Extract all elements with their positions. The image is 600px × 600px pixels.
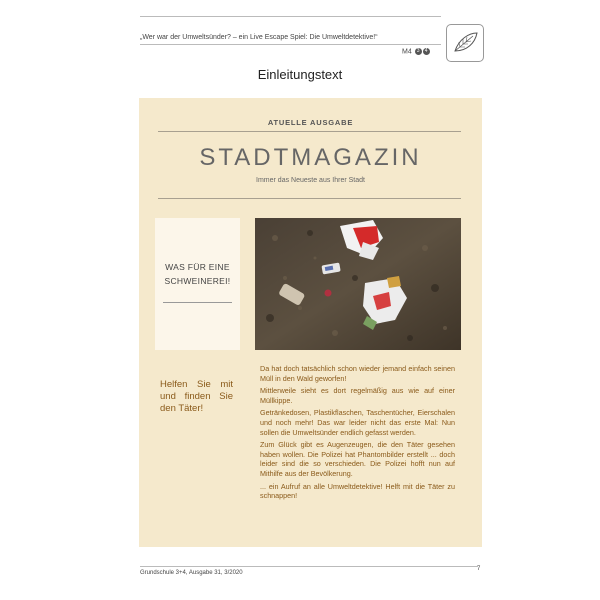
newspaper-masthead: STADTMAGAZIN	[199, 144, 422, 171]
module-label	[402, 48, 430, 55]
article-paragraph: Getränkedosen, Plastikflaschen, Taschentücher, Eierschalen und noch mehr! Das war leider nicht das erste Mal: Nun sollen die Umweltsünder endlich gefasst werden.	[260, 408, 455, 437]
module-code: M4	[402, 48, 412, 56]
worksheet-title: „Wer war der Umweltsünder? – ein Live Escape Spiel: Die Umweltdetektive!“	[140, 34, 378, 41]
article-paragraph: Zum Glück gibt es Augenzeugen, die den Täter gesehen haben wollen. Die Polizei hat Phantombilder erstellt ... doch leider sind die so verschieden. Die Polizei hofft nun auf Mithilfe aus der Bevölkerung.	[260, 440, 455, 478]
newspaper-tagline: Immer das Neueste aus Ihrer Stadt	[256, 177, 365, 184]
call-to-action: Helfen Sie mit und finden Sie den Täter!	[160, 379, 233, 414]
litter-photo	[255, 218, 461, 350]
page-heading: Einleitungstext	[257, 67, 343, 82]
footer-rule	[140, 566, 478, 567]
article-paragraph: Mittlerweile sieht es dort regelmäßig aus wie auf einer Müllkippe.	[260, 386, 455, 405]
newspaper-page	[139, 98, 482, 547]
headline-text: WAS FÜR EINE SCHWEINEREI!	[164, 262, 231, 286]
leaf-icon	[446, 24, 484, 62]
headline-box	[155, 218, 240, 350]
footer-source: Grundschule 3+4, Ausgabe 31, 3/2020	[140, 570, 243, 576]
issue-label: ATUELLE AUSGABE	[267, 118, 354, 127]
grade-badge-3: 3	[415, 48, 422, 55]
grade-badge-4: 4	[423, 48, 430, 55]
masthead-bottom-rule	[158, 198, 461, 199]
page-number: 7	[477, 566, 481, 572]
header-rule	[140, 44, 441, 45]
article-paragraph: Da hat doch tatsächlich schon wieder jemand einfach seinen Müll in den Wald geworfen!	[260, 364, 455, 383]
masthead-top-rule	[158, 131, 461, 132]
article-paragraph: ... ein Aufruf an alle Umweltdetektive! Helft mit die Täter zu schnappen!	[260, 481, 455, 501]
headline-rule	[163, 302, 232, 303]
header-top-rule	[140, 16, 441, 17]
article-body	[260, 364, 455, 504]
